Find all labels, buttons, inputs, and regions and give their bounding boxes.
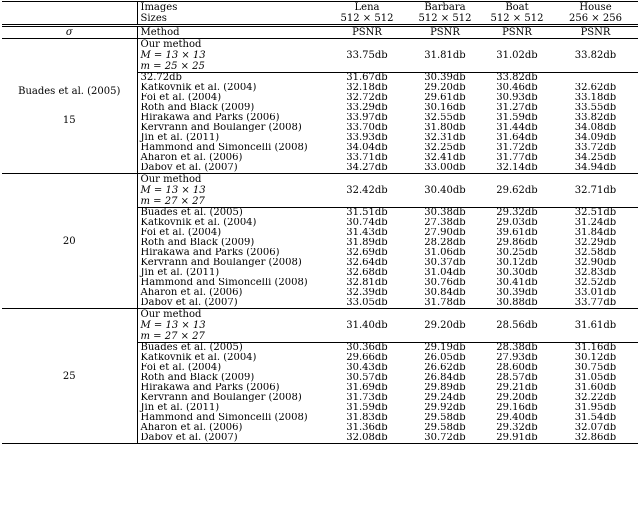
psnr-value: 32.58db [574,248,617,258]
header-row-metric [2,26,638,39]
psnr-value: 29.61db [424,93,466,103]
our-method-patch-m: m = 27 × 27 [140,331,205,342]
image-size-house: 256 × 256 [553,13,638,26]
results-table-body [2,2,638,444]
method-name: Foi et al. (2004) [140,93,222,103]
image-name-boat: Boat [481,2,553,14]
psnr-value: 29.62db [481,174,553,208]
psnr-value: 28.60db [496,363,538,373]
header-row-images [2,2,638,14]
psnr-value: 33.82db [574,113,617,123]
our-method-title: Our method [140,309,202,320]
psnr-value: 32.29db [574,238,617,248]
method-name: Hammond and Simoncelli (2008) [140,278,308,288]
psnr-value: 31.77db [496,153,538,163]
sizes-label: Sizes [137,13,325,26]
psnr-value: 32.22db [574,393,617,403]
psnr-value: 32.08db [325,433,409,444]
psnr-value: 29.24db [424,393,466,403]
psnr-value: 31.43db [346,228,388,238]
psnr-value: 33.72db [574,143,617,153]
metric-label-lena: PSNR [325,26,409,39]
psnr-value: 32.72db [346,93,388,103]
psnr-value: 29.32db [496,423,538,433]
header-row-sizes [2,13,638,26]
psnr-value: 31.61db [553,309,638,343]
psnr-value: 30.39db [496,288,538,298]
psnr-value: 31.36db [346,423,388,433]
psnr-value: 33.97db [346,113,388,123]
sigma-label: σ [2,26,137,39]
psnr-value: 30.76db [424,278,466,288]
psnr-value: 29.20db [496,393,538,403]
psnr-value: 33.55db [574,103,617,113]
psnr-value: 33.01db [574,288,617,298]
metric-label-house: PSNR [553,26,638,39]
psnr-value: 29.66db [346,353,388,363]
metric-label-barbara: PSNR [409,26,481,39]
psnr-value: 30.84db [424,288,466,298]
psnr-value: 29.19db [424,342,466,353]
psnr-value: 32.68db [346,268,388,278]
psnr-value: 29.20db [424,83,466,93]
psnr-value: 29.92db [424,403,466,413]
psnr-value: 32.52db [574,278,617,288]
our-method-row [2,309,638,343]
method-name: Aharon et al. (2006) [140,153,243,163]
sigma-value: 25 [62,370,76,382]
psnr-value: 32.64db [346,258,388,268]
psnr-value: 32.51db [574,207,617,218]
method-name: Jin et al. (2011) [140,268,220,278]
psnr-value: 30.40db [409,174,481,208]
psnr-value: 31.59db [496,113,538,123]
method-name: Aharon et al. (2006) [140,288,243,298]
method-label: Method [137,26,325,39]
psnr-value: 27.93db [496,353,538,363]
psnr-value [553,73,638,84]
psnr-value: 32.07db [574,423,617,433]
metric-label-boat: PSNR [481,26,553,39]
method-name: Jin et al. (2011) [140,403,220,413]
psnr-value: 32.14db [481,163,553,174]
psnr-value: 26.05db [424,353,466,363]
psnr-value: 34.04db [346,143,388,153]
method-name: Dabov et al. (2007) [137,163,325,174]
psnr-value: 33.77db [553,298,638,309]
method-name: Foi et al. (2004) [140,363,222,373]
psnr-value: 34.27db [325,163,409,174]
psnr-value: 30.43db [346,363,388,373]
psnr-value: 32.62db [574,83,617,93]
psnr-value: 29.40db [496,413,538,423]
psnr-value: 31.69db [346,383,388,393]
psnr-value: 31.04db [424,268,466,278]
psnr-value: 31.59db [346,403,388,413]
method-name: Hammond and Simoncelli (2008) [140,413,308,423]
psnr-value: 28.38db [496,342,538,353]
psnr-value: 34.94db [553,163,638,174]
psnr-value: 31.02db [481,39,553,73]
method-name: Roth and Black (2009) [140,373,255,383]
method-name: Buades et al. (2005) [140,342,243,353]
psnr-value: 28.56db [481,309,553,343]
method-name: Katkovnik et al. (2004) [140,353,257,363]
psnr-value: 33.29db [346,103,388,113]
our-method-patch-M: M = 13 × 13 [140,50,206,61]
psnr-value: 31.83db [346,413,388,423]
method-name: Katkovnik et al. (2004) [140,218,257,228]
psnr-value: 31.06db [424,248,466,258]
method-name: Buades et al. (2005) [140,207,243,218]
psnr-value: 30.93db [496,93,538,103]
psnr-value: 30.25db [496,248,538,258]
psnr-value: 33.18db [574,93,617,103]
psnr-value: 30.36db [346,342,388,353]
psnr-value: 33.71db [346,153,388,163]
method-name: Hirakawa and Parks (2006) [140,248,280,258]
method-name: Dabov et al. (2007) [137,433,325,444]
our-method-title: Our method [140,39,202,50]
psnr-value: 31.16db [574,342,617,353]
method-name: Hirakawa and Parks (2006) [140,113,280,123]
method-name: Foi et al. (2004) [140,228,222,238]
our-method-patch-M: M = 13 × 13 [140,185,206,196]
psnr-value: 32.81db [346,278,388,288]
psnr-value: 31.81db [409,39,481,73]
psnr-value: 27.90db [424,228,466,238]
psnr-value: 32.39db [346,288,388,298]
method-name: Roth and Black (2009) [140,238,255,248]
psnr-value: 39.61db [496,228,538,238]
psnr-value: 31.24db [574,218,617,228]
psnr-value: 30.12db [496,258,538,268]
method-name: Katkovnik et al. (2004) [140,83,257,93]
psnr-value: 30.41db [496,278,538,288]
psnr-value: 32.71db [553,174,638,208]
psnr-value: 30.37db [424,258,466,268]
image-size-lena: 512 × 512 [325,13,409,26]
psnr-value: 32.41db [424,153,466,163]
psnr-value: 29.58db [424,423,466,433]
our-method-row [2,174,638,208]
psnr-value: 31.44db [496,123,538,133]
psnr-value: 30.88db [481,298,553,309]
psnr-value: 33.93db [346,133,388,143]
our-method-patch-m: m = 27 × 27 [140,196,205,207]
sigma-group-label: Buades et al. (2005) [18,86,121,97]
psnr-value: 30.72db [409,433,481,444]
our-method-cell [137,309,325,343]
results-table [2,1,638,444]
psnr-value: 28.28db [424,238,466,248]
method-name: Aharon et al. (2006) [140,423,243,433]
method-name: Kervrann and Boulanger (2008) [140,258,302,268]
psnr-value: 33.82db [553,39,638,73]
psnr-value: 32.69db [346,248,388,258]
psnr-value: 30.39db [424,72,466,83]
our-method-cell [137,39,325,73]
our-method-patch-m: m = 25 × 25 [140,61,205,72]
psnr-value: 32.90db [574,258,617,268]
psnr-value: 29.20db [409,309,481,343]
psnr-value: 31.80db [424,123,466,133]
sigma-cell [2,174,137,309]
psnr-value: 32.18db [346,83,388,93]
psnr-value: 31.67db [346,72,388,83]
psnr-value: 34.25db [574,153,617,163]
psnr-value: 33.70db [346,123,388,133]
psnr-value: 31.89db [346,238,388,248]
psnr-value: 31.95db [574,403,617,413]
psnr-value: 31.72db [496,143,538,153]
psnr-value: 32.25db [424,143,466,153]
psnr-value: 32.31db [424,133,466,143]
psnr-value: 34.09db [574,133,617,143]
psnr-value: 31.54db [574,413,617,423]
psnr-value: 30.30db [496,268,538,278]
method-name: Dabov et al. (2007) [137,298,325,309]
method-name: Hirakawa and Parks (2006) [140,383,280,393]
sigma-cell [2,309,137,444]
psnr-value: 29.21db [496,383,538,393]
psnr-value: 29.03db [496,218,538,228]
our-method-title: Our method [140,174,202,185]
our-method-patch-M: M = 13 × 13 [140,320,206,331]
image-size-barbara: 512 × 512 [409,13,481,26]
image-name-house: House [553,2,638,14]
psnr-value: 33.05db [325,298,409,309]
method-name: Kervrann and Boulanger (2008) [140,393,302,403]
psnr-value: 29.58db [424,413,466,423]
method-name: Kervrann and Boulanger (2008) [140,123,302,133]
psnr-value: 30.16db [424,103,466,113]
psnr-value: 33.00db [409,163,481,174]
psnr-value: 33.82db [496,72,538,83]
method-name: Roth and Black (2009) [140,103,255,113]
psnr-value: 26.62db [424,363,466,373]
psnr-value: 31.60db [574,383,617,393]
sigma-cell [2,39,137,174]
psnr-value: 29.89db [424,383,466,393]
psnr-value: 34.08db [574,123,617,133]
psnr-value: 32.83db [574,268,617,278]
psnr-value: 33.75db [325,39,409,73]
psnr-value: 30.74db [346,218,388,228]
psnr-value: 30.46db [496,83,538,93]
psnr-value: 26.84db [424,373,466,383]
method-name: Hammond and Simoncelli (2008) [140,143,308,153]
method-name: 32.72db [140,72,182,83]
psnr-value: 29.16db [496,403,538,413]
sigma-value: 15 [62,115,76,126]
sigma-value: 20 [62,235,76,247]
psnr-value: 30.57db [346,373,388,383]
psnr-value: 31.64db [496,133,538,143]
psnr-value: 29.91db [481,433,553,444]
psnr-value: 29.32db [496,207,538,218]
image-name-barbara: Barbara [409,2,481,14]
psnr-value: 31.78db [409,298,481,309]
psnr-value: 32.55db [424,113,466,123]
image-size-boat: 512 × 512 [481,13,553,26]
our-method-row [2,39,638,73]
psnr-value: 32.42db [325,174,409,208]
method-name: Jin et al. (2011) [140,133,220,143]
psnr-value: 31.84db [574,228,617,238]
psnr-value: 29.86db [496,238,538,248]
psnr-value: 31.51db [346,207,388,218]
images-label: Images [137,2,325,14]
psnr-value: 31.73db [346,393,388,403]
psnr-value: 31.40db [325,309,409,343]
image-name-lena: Lena [325,2,409,14]
psnr-value: 30.75db [574,363,617,373]
psnr-value: 30.12db [574,353,617,363]
psnr-value: 31.05db [574,373,617,383]
psnr-value: 30.38db [424,207,466,218]
psnr-value: 32.86db [553,433,638,444]
psnr-value: 28.57db [496,373,538,383]
psnr-value: 31.27db [496,103,538,113]
psnr-value: 27.38db [424,218,466,228]
our-method-cell [137,174,325,208]
